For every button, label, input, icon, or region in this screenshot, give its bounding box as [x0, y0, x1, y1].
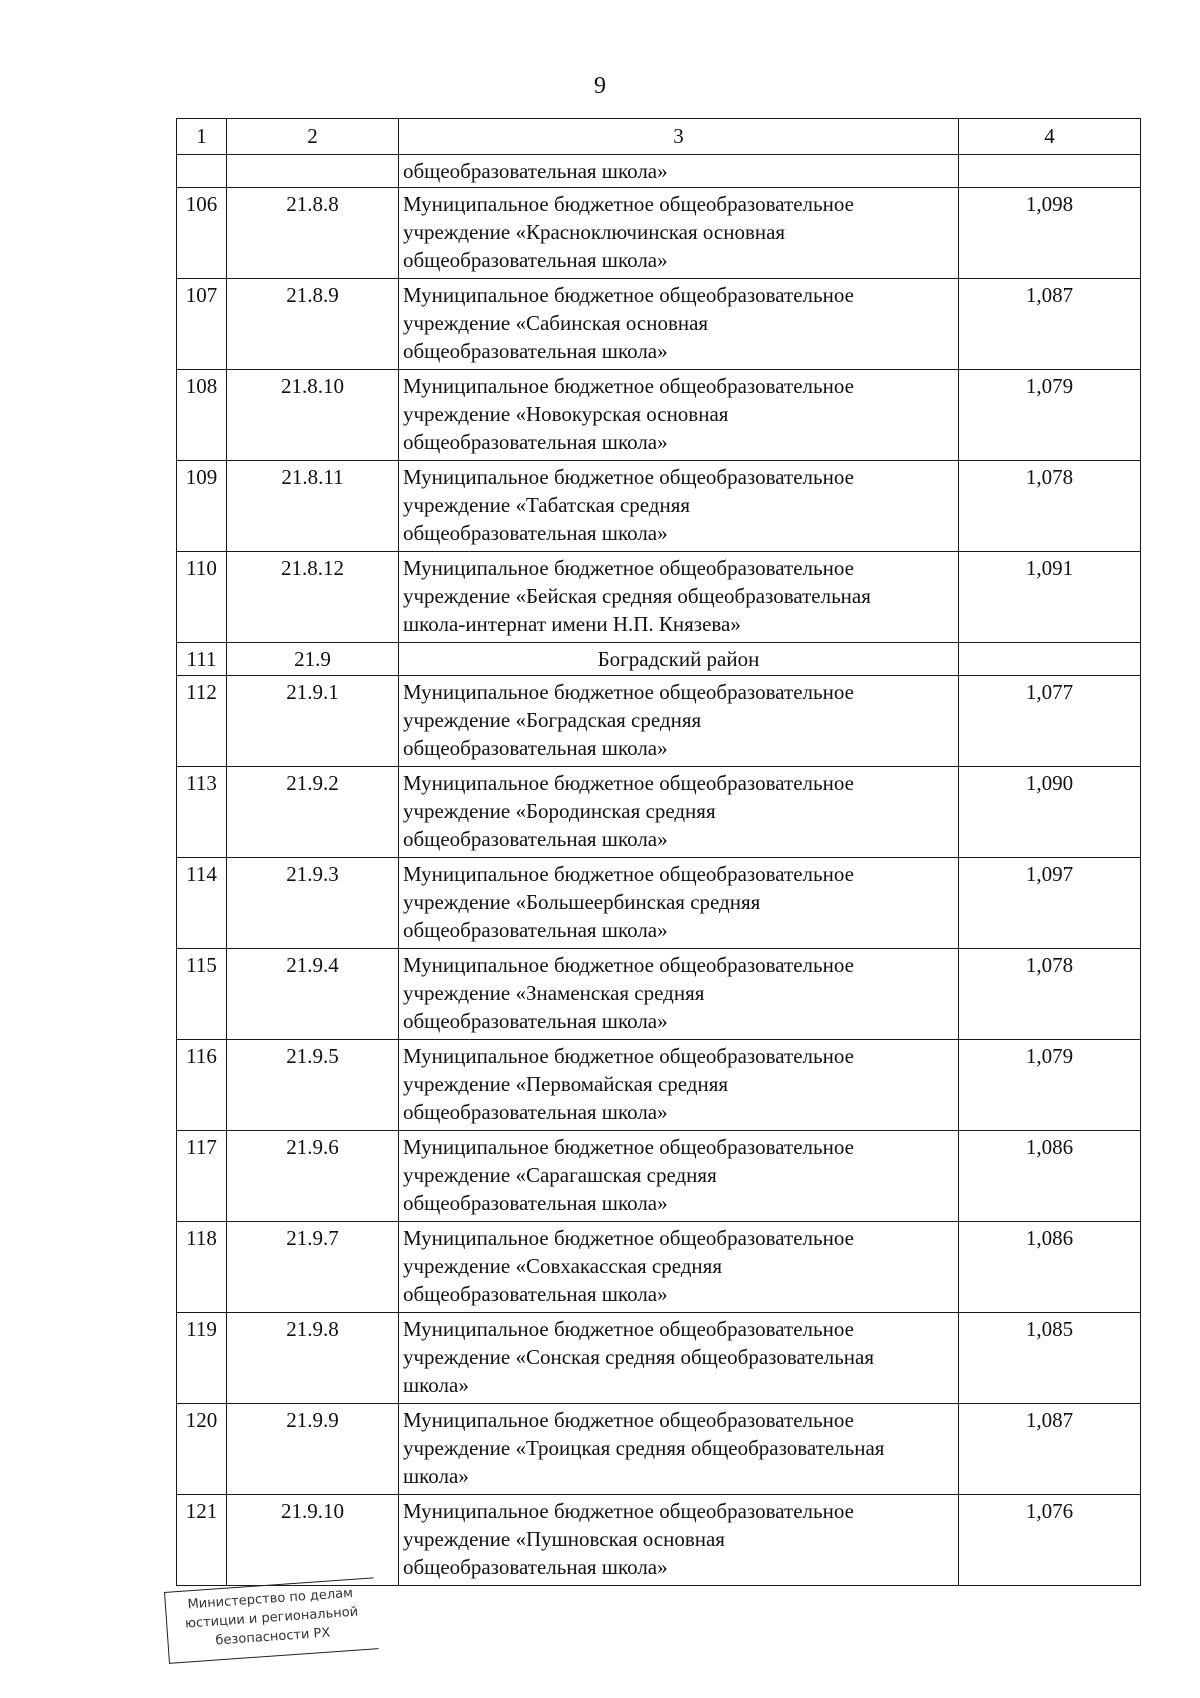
description-line: общеобразовательная школа» [403, 339, 668, 363]
description-line: Муниципальное бюджетное общеобразовательное [403, 771, 854, 795]
description-line: учреждение «Сабинская основная [403, 311, 709, 335]
row-code: 21.9.8 [227, 1313, 399, 1404]
description-line: Муниципальное бюджетное общеобразовательное [403, 1408, 854, 1432]
description-line: учреждение «Знаменская средняя [403, 981, 705, 1005]
description-line: Муниципальное бюджетное общеобразовательное [403, 465, 854, 489]
row-description [399, 1313, 959, 1404]
description-line: Муниципальное бюджетное общеобразовательное [403, 556, 854, 580]
row-description [399, 552, 959, 643]
description-line: учреждение «Новокурская основная [403, 402, 729, 426]
header-cell-4: 4 [959, 119, 1141, 155]
table-row [177, 643, 1141, 676]
row-description [399, 370, 959, 461]
row-number: 107 [177, 279, 227, 370]
table-row [177, 1495, 1141, 1586]
description-line: общеобразовательная школа» [403, 827, 668, 851]
table-row [177, 1222, 1141, 1313]
row-number: 106 [177, 188, 227, 279]
row-coefficient: 1,090 [959, 767, 1141, 858]
description-line: общеобразовательная школа» [403, 918, 668, 942]
description-line: Муниципальное бюджетное общеобразовательное [403, 1317, 854, 1341]
description-line: учреждение «Троицкая средняя общеобразовательная [403, 1436, 885, 1460]
table-row [177, 676, 1141, 767]
table-row [177, 370, 1141, 461]
table-row [177, 1404, 1141, 1495]
description-line: общеобразовательная школа» [403, 1009, 668, 1033]
row-code: 21.9.3 [227, 858, 399, 949]
row-code: 21.9.2 [227, 767, 399, 858]
row-number: 121 [177, 1495, 227, 1586]
stamp-line-3: безопасности РХ [215, 1625, 331, 1649]
description-line: Муниципальное бюджетное общеобразовательное [403, 953, 854, 977]
row-code: 21.9.4 [227, 949, 399, 1040]
description-line: общеобразовательная школа» [403, 248, 668, 272]
ministry-stamp [164, 1577, 379, 1663]
description-line: общеобразовательная школа» [403, 521, 668, 545]
table-row [177, 279, 1141, 370]
row-description [399, 858, 959, 949]
table-row [177, 1131, 1141, 1222]
row-code: 21.8.11 [227, 461, 399, 552]
row-number: 114 [177, 858, 227, 949]
description-line: Муниципальное бюджетное общеобразовательное [403, 862, 854, 886]
description-line: учреждение «Совхакасская средняя [403, 1254, 722, 1278]
description-line: Муниципальное бюджетное общеобразовательное [403, 374, 854, 398]
description-line: учреждение «Сарагашская средняя [403, 1163, 717, 1187]
description-line: Муниципальное бюджетное общеобразовательное [403, 1135, 854, 1159]
row-description [399, 279, 959, 370]
table-row [177, 858, 1141, 949]
row-code: 21.8.12 [227, 552, 399, 643]
description-line: Муниципальное бюджетное общеобразовательное [403, 283, 854, 307]
row-coefficient: 1,097 [959, 858, 1141, 949]
description-line: учреждение «Сонская средняя общеобразовательная [403, 1345, 875, 1369]
row-coefficient: 1,079 [959, 1040, 1141, 1131]
row-description [399, 1040, 959, 1131]
table-body [177, 119, 1141, 1586]
description-line: учреждение «Пушновская основная [403, 1527, 725, 1551]
description-line: учреждение «Первомайская средняя [403, 1072, 729, 1096]
table-row [177, 461, 1141, 552]
row-description [399, 1222, 959, 1313]
description-line: школа» [403, 1373, 469, 1397]
row-code: 21.9.9 [227, 1404, 399, 1495]
row-number: 118 [177, 1222, 227, 1313]
row-code: 21.9.6 [227, 1131, 399, 1222]
row-number: 108 [177, 370, 227, 461]
description-line: Муниципальное бюджетное общеобразовательное [403, 1044, 854, 1068]
row-description [399, 188, 959, 279]
description-line: учреждение «Боградская средняя [403, 708, 702, 732]
description-line: учреждение «Бородинская средняя [403, 799, 716, 823]
description-line: учреждение «Большеербинская средняя [403, 890, 761, 914]
header-cell-2: 2 [227, 119, 399, 155]
row-coefficient: 1,076 [959, 1495, 1141, 1586]
table-row [177, 552, 1141, 643]
row-code: 21.8.10 [227, 370, 399, 461]
row-description [399, 676, 959, 767]
description-line: общеобразовательная школа» [403, 1555, 668, 1579]
row-description [399, 1404, 959, 1495]
continuation-code-cell [227, 155, 399, 188]
description-line: Муниципальное бюджетное общеобразовательное [403, 1499, 854, 1523]
row-coefficient: 1,087 [959, 279, 1141, 370]
row-description [399, 1495, 959, 1586]
table-row [177, 188, 1141, 279]
continuation-row [177, 155, 1141, 188]
row-coefficient-empty [959, 643, 1141, 676]
description-line: Муниципальное бюджетное общеобразовательное [403, 192, 854, 216]
table-row [177, 1313, 1141, 1404]
row-number: 111 [177, 643, 227, 676]
row-coefficient: 1,078 [959, 461, 1141, 552]
continuation-coef-cell [959, 155, 1141, 188]
row-description [399, 767, 959, 858]
row-number: 113 [177, 767, 227, 858]
continuation-text: общеобразовательная школа» [399, 155, 959, 188]
coefficients-table [176, 118, 1141, 1586]
row-number: 120 [177, 1404, 227, 1495]
row-number: 117 [177, 1131, 227, 1222]
description-line: общеобразовательная школа» [403, 1100, 668, 1124]
row-code: 21.9.10 [227, 1495, 399, 1586]
row-description [399, 949, 959, 1040]
description-line: общеобразовательная школа» [403, 430, 668, 454]
row-number: 112 [177, 676, 227, 767]
table-row [177, 1040, 1141, 1131]
row-code: 21.9.1 [227, 676, 399, 767]
row-coefficient: 1,091 [959, 552, 1141, 643]
description-line: общеобразовательная школа» [403, 736, 668, 760]
stamp-line-2: юстиции и региональной [184, 1604, 359, 1632]
district-name: Боградский район [399, 643, 959, 676]
row-description [399, 1131, 959, 1222]
row-number: 119 [177, 1313, 227, 1404]
table-row [177, 767, 1141, 858]
row-number: 109 [177, 461, 227, 552]
row-coefficient: 1,086 [959, 1131, 1141, 1222]
row-number: 116 [177, 1040, 227, 1131]
description-line: учреждение «Табатская средняя [403, 493, 691, 517]
description-line: школа-интернат имени Н.П. Князева» [403, 612, 741, 636]
table-row [177, 949, 1141, 1040]
row-code: 21.9.7 [227, 1222, 399, 1313]
row-coefficient: 1,078 [959, 949, 1141, 1040]
row-code: 21.9 [227, 643, 399, 676]
row-code: 21.8.9 [227, 279, 399, 370]
continuation-num-cell [177, 155, 227, 188]
row-coefficient: 1,077 [959, 676, 1141, 767]
table-header-row [177, 119, 1141, 155]
stamp-line-1: Министерство по делам [187, 1585, 354, 1613]
header-cell-3: 3 [399, 119, 959, 155]
row-coefficient: 1,085 [959, 1313, 1141, 1404]
row-coefficient: 1,086 [959, 1222, 1141, 1313]
row-code: 21.8.8 [227, 188, 399, 279]
description-line: общеобразовательная школа» [403, 1282, 668, 1306]
description-line: школа» [403, 1464, 469, 1488]
row-description [399, 461, 959, 552]
row-number: 110 [177, 552, 227, 643]
row-code: 21.9.5 [227, 1040, 399, 1131]
header-cell-1: 1 [177, 119, 227, 155]
description-line: учреждение «Бейская средняя общеобразовательная [403, 584, 871, 608]
row-coefficient: 1,098 [959, 188, 1141, 279]
row-number: 115 [177, 949, 227, 1040]
page-number: 9 [594, 73, 606, 99]
description-line: Муниципальное бюджетное общеобразовательное [403, 1226, 854, 1250]
description-line: учреждение «Красноключинская основная [403, 220, 786, 244]
description-line: общеобразовательная школа» [403, 1191, 668, 1215]
description-line: Муниципальное бюджетное общеобразовательное [403, 680, 854, 704]
row-coefficient: 1,087 [959, 1404, 1141, 1495]
row-coefficient: 1,079 [959, 370, 1141, 461]
